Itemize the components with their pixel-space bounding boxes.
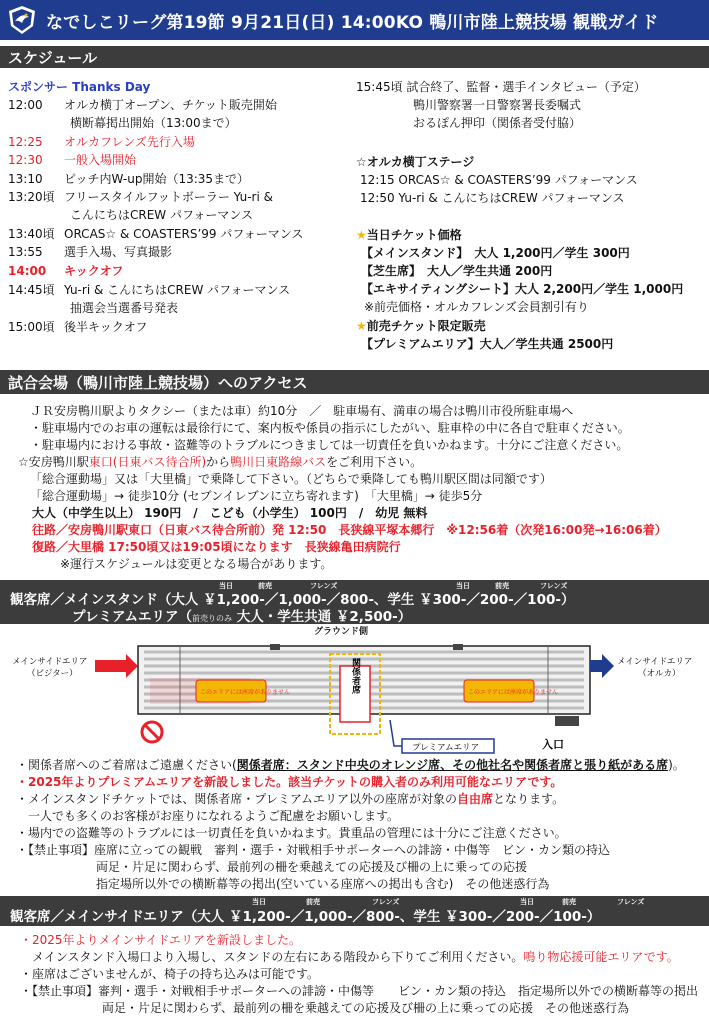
arrow-right-icon <box>590 654 614 678</box>
schedule-item <box>8 135 195 149</box>
schedule-item <box>8 301 178 315</box>
schedule-text: こんにちはCREW パフォーマンス <box>70 208 254 222</box>
schedule-time: 13:40頃 <box>8 227 55 241</box>
tag-today: 当日 <box>252 898 266 906</box>
schedule-item <box>8 190 273 204</box>
schedule-item <box>8 245 172 259</box>
side-area-price: 観客席／メインサイドエリア（大人 ￥1,200-／1,000-／800-、学生 ￥300-／200-／100-） <box>10 909 601 925</box>
schedule-text: キックオフ <box>64 264 124 278</box>
premium-area-label: プレミアムエリア <box>412 743 480 753</box>
tag-friends: フレンズ <box>540 582 568 590</box>
ground-label: グラウンド側 <box>314 627 369 637</box>
stand-note: ・【禁止事項】座席に立っての観戦 審判・選手・対戦相手サポーターへの誹謗・中傷等 ビン・カン類の持込 <box>16 843 611 857</box>
schedule-text: フリースタイルフットボーラー Yu-ri & <box>64 190 273 204</box>
schedule-time: 14:45頃 <box>8 283 55 297</box>
tag-presale: 前売 <box>306 898 320 906</box>
reserved-seat-label: 関係者席 <box>350 658 360 694</box>
schedule-text: オルカフレンズ先行入場 <box>64 135 195 149</box>
stand-note: ・2025年よりプレミアムエリアを新設しました。該当チケットの購入者のみ利用可能なエリアです。 <box>16 775 563 789</box>
side-note: ・【禁止事項】審判・選手・対戦相手サポーターへの誹謗・中傷等 ビン・カン類の持込 指定場所以外での横断幕等の掲出 <box>20 984 699 998</box>
bus-outbound: 往路／安房鴨川駅東口（日東バス待合所前）発 12:50 長狭線平塚本郷行 ※12:56着（次発16:00発→16:06着） <box>32 523 667 537</box>
ticket-price: 【メインスタンド】 大人 1,200円／学生 300円 <box>361 246 630 260</box>
schedule-item <box>8 208 253 222</box>
stand-note: 一人でも多くのお客様がお座りになれるようご配慮をお願いします。 <box>28 809 400 823</box>
schedule-text: 抽選会当選番号発表 <box>70 301 179 315</box>
bus-return: 復路／大里橋 17:50頃又は19:05頃になります 長狭線亀田病院行 <box>32 540 401 554</box>
schedule-time: 13:20頃 <box>8 190 55 204</box>
side-note: 両足・片足に関わらず、最前列の柵を乗越えての応援及び柵の上に乗っての応援 その他迷惑行為 <box>102 1001 630 1015</box>
schedule-text: ORCAS☆ & COASTERS’99 パフォーマンス <box>64 227 304 241</box>
ticket-price: 【芝生席】 大人／学生共通 200円 <box>361 264 553 278</box>
schedule-time: 13:55 <box>8 245 43 259</box>
ticket-price: 【エキサイティングシート】大人 2,200円／学生 1,000円 <box>361 282 684 296</box>
schedule-time: 12:30 <box>8 153 43 167</box>
schedule-time: 12:00 <box>8 98 43 112</box>
bus-line: 「総合運動場」又は「大里橋」で乗降して下さい。（どちらで乗降しても鴨川駅区間は同額です） <box>30 472 552 486</box>
title-bar <box>0 0 709 40</box>
schedule-time: 12:25 <box>8 135 43 149</box>
stand-note: 指定場所以外での横断幕等の掲出(空いている座席への掲出も含む) その他迷惑行為 <box>96 877 550 891</box>
sponsor-day: スポンサー Thanks Day <box>8 80 151 94</box>
access-heading: 試合会場（鴨川市陸上競技場）へのアクセス <box>0 370 709 394</box>
schedule-item <box>8 227 303 241</box>
side-area-left-sub: （ビジター） <box>27 669 78 679</box>
no-seat-text: このエリアには座席がありません <box>200 689 291 696</box>
schedule-time: 14:00 <box>8 264 47 278</box>
list-item: 鴨川警察署一日警察署長委嘱式 <box>413 98 582 112</box>
schedule-text: オルカ横丁オープン、チケット販売開始 <box>64 98 277 112</box>
schedule-item <box>8 172 249 186</box>
ticket-note: ※前売価格・オルカフレンズ会員割引有り <box>364 300 589 314</box>
entrance-label: 入口 <box>542 738 564 751</box>
tag-friends: フレンズ <box>372 898 400 906</box>
side-note: ・座席はございませんが、椅子の持ち込みは可能です。 <box>20 967 320 981</box>
star-icon: ★ <box>356 228 367 242</box>
bus-info: ☆安房鴨川駅東口(日東バス待合所)から鴨川日東路線バスをご利用下さい。 <box>18 455 423 469</box>
list-item: 12:15 ORCAS☆ & COASTERS’99 パフォーマンス <box>360 173 638 187</box>
side-area-left: メインサイドエリア <box>12 657 88 667</box>
access-line: ・駐車場内でのお車の運転は最徐行にて、案内板や係員の指示にしたがい、駐車枠の中に各自で駐車ください。 <box>30 421 630 435</box>
schedule-time: 13:10 <box>8 172 43 186</box>
main-stand-price: 観客席／メインスタンド（大人 ￥1,200-／1,000-／800-、学生 ￥300-／200-／100-） <box>10 592 575 608</box>
stand-note: 両足・片足に関わらず、最前列の柵を乗越えての応援及び柵の上に乗っての応援 <box>96 860 528 874</box>
schedule-text: 横断幕掲出開始（13:00まで） <box>70 116 237 130</box>
stand-note: ・メインスタンドチケットでは、関係者席・プレミアムエリア以外の座席が対象の自由席となります。 <box>16 792 565 806</box>
schedule-time: 15:00頃 <box>8 320 55 334</box>
list-item: おるぽん押印（関係者受付脇） <box>413 116 582 130</box>
access-line: ＪＲ安房鴨川駅よりタクシー（または車）約10分 ／ 駐車場有、満車の場合は鴨川市役所駐車場へ <box>30 404 574 418</box>
schedule-item <box>8 320 147 334</box>
schedule-text: 後半キックオフ <box>64 320 148 334</box>
schedule-text: 一般入場開始 <box>64 153 137 167</box>
star-icon: ★ <box>356 319 367 333</box>
premium-price: プレミアムエリア（前売りのみ 大人・学生共通 ￥2,500-） <box>72 609 412 625</box>
schedule-item <box>8 283 290 297</box>
stadium-diagram <box>0 624 709 754</box>
schedule-text: 選手入場、写真撮影 <box>64 245 173 259</box>
schedule-item <box>8 153 136 167</box>
page-title: なでしこリーグ第19節 9月21日(日) 14:00KO 鴨川市陸上競技場 観戦ガイド <box>46 13 659 33</box>
stage-heading: ☆オルカ横丁ステージ <box>356 155 475 169</box>
schedule-item <box>8 264 123 278</box>
bus-note: ※運行スケジュールは変更となる場合があります。 <box>60 557 333 571</box>
tag-today: 当日 <box>219 582 233 590</box>
schedule-text: ピッチ内W-up開始（13:35まで） <box>64 172 250 186</box>
stand-note: ・場内での盗難等のトラブルには一切責任を負いかねます。貴重品の管理には十分にご注意ください。 <box>16 826 567 840</box>
tag-presale: 前売 <box>495 582 509 590</box>
tag-presale: 前売 <box>562 898 576 906</box>
schedule-item <box>8 98 277 112</box>
no-seat-text: このエリアには座席がありません <box>468 689 559 696</box>
tag-friends: フレンズ <box>310 582 338 590</box>
side-note: メインスタンド入場口より入場し、スタンドの左右にある階段から下りてご利用ください。鳴り物応援可能エリアです。 <box>32 950 679 964</box>
schedule-text: Yu-ri & こんにちはCREW パフォーマンス <box>64 283 291 297</box>
tag-today: 当日 <box>456 582 470 590</box>
list-item: 15:45頃 試合終了、監督・選手インタビュー（予定） <box>356 80 646 94</box>
side-area-right-sub: （オルカ） <box>638 669 681 679</box>
ticket-heading: ★当日チケット価格 <box>356 228 462 242</box>
schedule-item <box>8 116 237 130</box>
tag-presale: 前売 <box>258 582 272 590</box>
schedule-heading: スケジュール <box>0 46 709 68</box>
list-item: 12:50 Yu-ri & こんにちはCREW パフォーマンス <box>360 191 625 205</box>
presale-price: 【プレミアムエリア】大人／学生共通 2500円 <box>361 337 614 351</box>
main-stand-bar <box>0 580 709 624</box>
side-area-right: メインサイドエリア <box>617 657 693 667</box>
tag-friends: フレンズ <box>617 898 645 906</box>
club-logo-icon <box>6 4 38 36</box>
side-area-bar <box>0 896 709 926</box>
presale-heading: ★前売チケット限定販売 <box>356 319 486 333</box>
bus-fare: 大人（中学生以上） 190円 / こども（小学生） 100円 / 幼児 無料 <box>32 506 428 520</box>
tag-today: 当日 <box>520 898 534 906</box>
stand-note: ・関係者席へのご着席はご遠慮ください(関係者席：スタンド中央のオレンジ席、その他社名や関係者席と張り紙がある席)。 <box>16 758 685 772</box>
bus-line: 「総合運動場」→ 徒歩10分 (セブンイレブンに立ち寄れます) 「大里橋」→ 徒歩5分 <box>30 489 483 503</box>
side-note: ・2025年よりメインサイドエリアを新設しました。 <box>20 933 301 947</box>
access-line: ・駐車場内における事故・盗難等のトラブルにつきましては一切責任を負いかねます。十分にご注意ください。 <box>30 438 629 452</box>
arrow-left-icon <box>95 654 138 678</box>
